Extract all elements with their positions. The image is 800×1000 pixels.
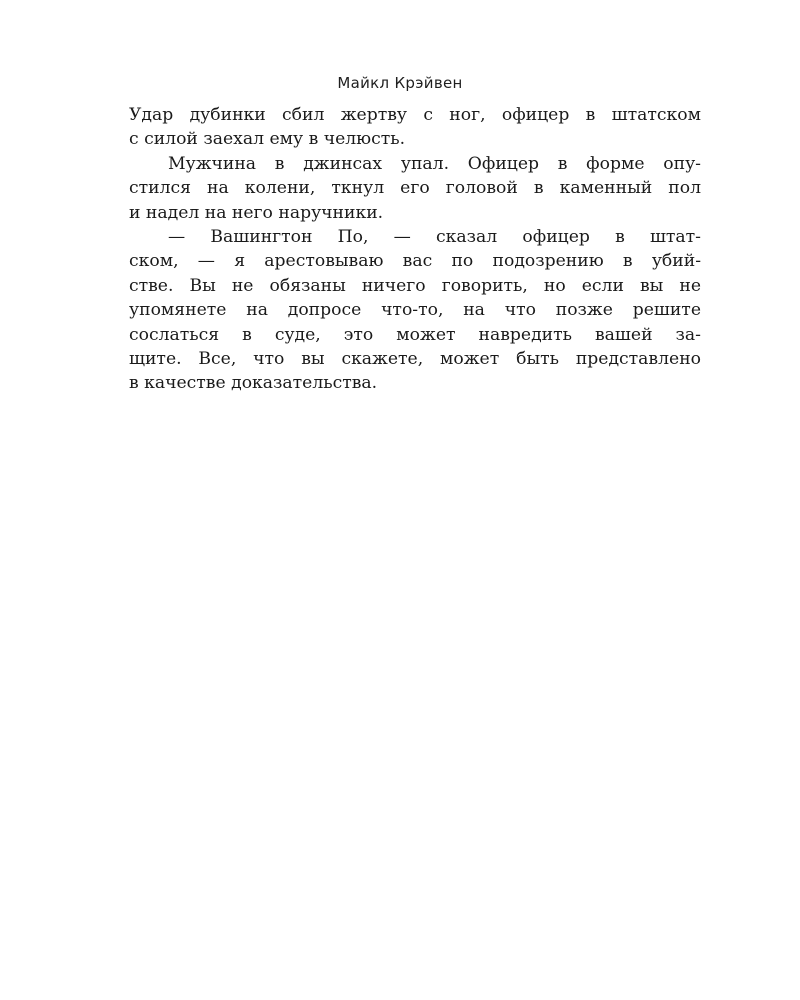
text-line: ском, — я арестовываю вас по подозрению в убий- <box>129 251 701 272</box>
text-line: упомянете на допросе что-то, на что позже решите <box>129 300 701 321</box>
text-line: сослаться в суде, это может навредить вашей за- <box>129 324 701 345</box>
text-line: щите. Все, что вы скажете, может быть представлено <box>129 348 701 369</box>
text-line: стве. Вы не обязаны ничего говорить, но если вы не <box>129 275 701 296</box>
running-header-author: Майкл Крэйвен <box>337 74 463 92</box>
text-line: в качестве доказательства. <box>129 373 378 394</box>
text-line: Мужчина в джинсах упал. Офицер в форме опу- <box>168 153 701 174</box>
text-line: Удар дубинки сбил жертву с ног, офицер в штатском <box>129 105 701 125</box>
text-line: с силой заехал ему в челюсть. <box>129 129 406 150</box>
text-line: и надел на него наручники. <box>129 202 384 223</box>
text-line: — Вашингтон По, — сказал офицер в штат- <box>168 226 701 247</box>
body-text <box>129 103 701 396</box>
text-line: стился на колени, ткнул его головой в каменный пол <box>129 178 701 199</box>
